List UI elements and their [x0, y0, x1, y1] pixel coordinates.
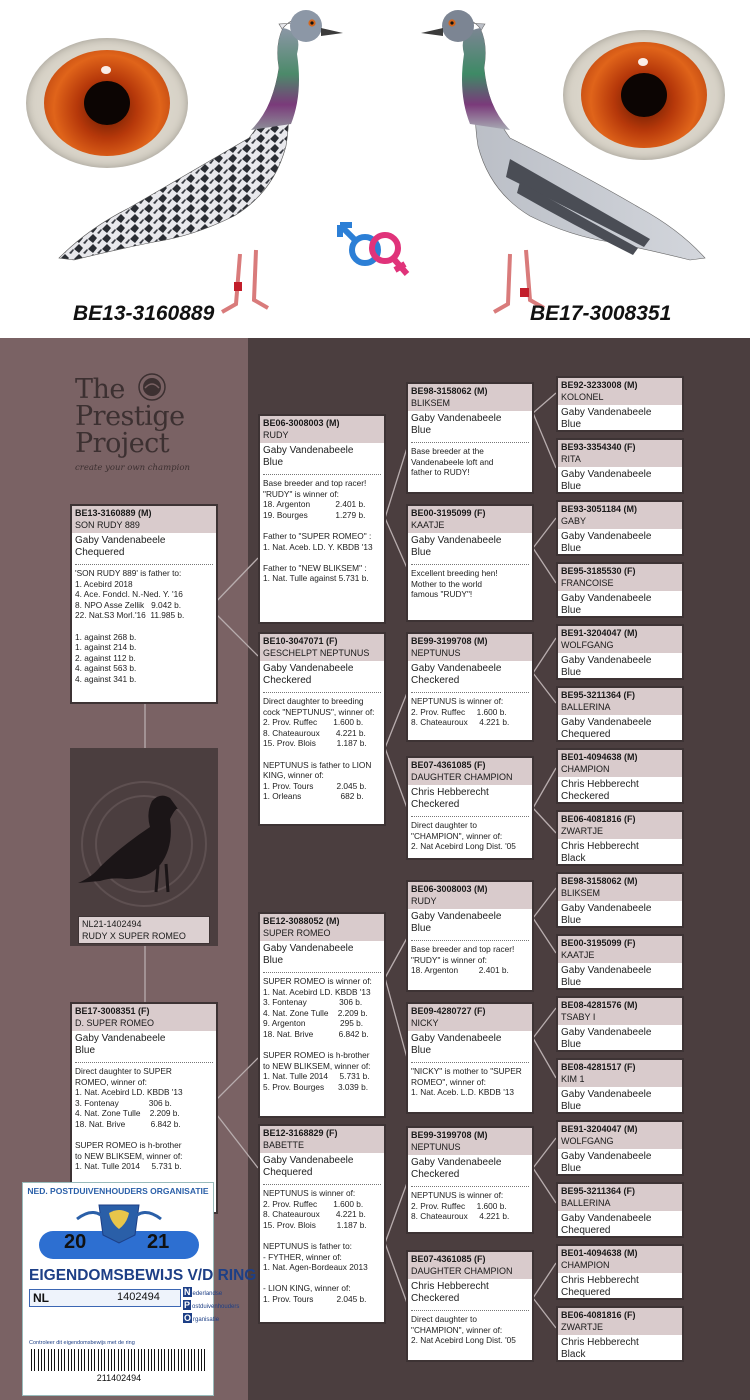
subject-ring: NL21-1402494: [82, 919, 142, 929]
male-female-symbol-icon: [335, 218, 417, 284]
cert-organisation: NED. POSTDUIVENHOUDERS ORGANISATIE: [27, 1186, 209, 1196]
photo-header: [0, 0, 750, 338]
dam-card: BE17-3008351 (F) D. SUPER ROMEO Gaby Vandenabeele Blue Direct daughter to SUPER ROMEO, winner of: 1. Nat. Acebird LD. KBDB '13 3. Fontenay 306 b. 4. Nat. Zone Tulle 2.209 b. 18. Nat. Brive 6.842 b. SUPER ROMEO is h-brother to NEW BLIKSEM, winner of: 1. Nat. Tulle 2014 5.731 b.: [70, 1002, 218, 1214]
granddam-card: BE10-3047071 (F) GESCHELPT NEPTUNUS Gaby Vandenabeele Checkered Direct daughter to breeding cock "NEPTUNUS", winner of: 2. Prov. Ruffec 1.600 b. 8. Chateauroux 4.221 b. 15. Prov. Blois 1.187 b. NEPTUNUS is father to LION KING, winner of: 1. Prov. Tours 2.045 b. 1. Orleans 682 b.: [258, 632, 386, 826]
grandsire-card: BE06-3008003 (M) RUDY Gaby Vandenabeele Blue Base breeder and top racer! "RUDY" is winner of: 18. Argenton 2.401 b. 19. Bourges 1.279 b. Father to "SUPER ROMEO" : 1. Nat. Aceb. LD. Y. KBDB '13 Father to "NEW BLIKSEM" : 1. Nat. Tulle against 5.731 b.: [258, 414, 386, 624]
ancestor-card: BE95-3185530 (F) FRANCOISE Gaby Vandenabeele Blue: [556, 562, 684, 618]
dam-pigeon-image: [400, 4, 705, 320]
great-grandparent-card: BE09-4280727 (F) NICKY Gaby Vandenabeele Blue "NICKY" is mother to "SUPER ROMEO", winner of: 1. Nat. Aceb. L.D. KBDB '13: [406, 1002, 534, 1114]
ancestor-card: BE00-3195099 (F) KAATJE Gaby Vandenabeele Blue: [556, 934, 684, 990]
subject-pairing: RUDY X SUPER ROMEO: [82, 931, 186, 941]
ancestor-card: BE93-3354340 (F) RITA Gaby Vandenabeele Blue: [556, 438, 684, 494]
dam-ring-number: BE17-3008351: [530, 302, 672, 325]
great-grandparent-card: BE99-3199708 (M) NEPTUNUS Gaby Vandenabeele Checkered NEPTUNUS is winner of: 2. Prov. Ruffec 1.600 b. 8. Chateauroux 4.221 b.: [406, 632, 534, 742]
ancestor-card: BE08-4281517 (F) KIM 1 Gaby Vandenabeele Blue: [556, 1058, 684, 1114]
logo-seal-icon: [137, 372, 167, 402]
ancestor-card: BE98-3158062 (M) BLIKSEM Gaby Vandenabeele Blue: [556, 872, 684, 928]
grandsire-dam-side-card: BE12-3088052 (M) SUPER ROMEO Gaby Vandenabeele Blue SUPER ROMEO is winner of: 1. Nat. Acebird LD. KBDB '13 3. Fontenay 306 b. 4. Nat. Zone Tulle 2.209 b. 9. Argenton 295 b. 18. Nat. Brive 6.842 b. SUPER ROMEO is h-brother to NEW BLIKSEM, winner of: 1. Nat. Tulle 2014 5.731 b. 5. Prov. Bourges 3.039 b.: [258, 912, 386, 1118]
barcode-icon: [31, 1349, 207, 1371]
ancestor-card: BE92-3233008 (M) KOLONEL Gaby Vandenabeele Blue: [556, 376, 684, 432]
cert-control-text: Controleer dit eigendomsbewijs met de ring: [29, 1340, 135, 1346]
great-grandparent-card: BE98-3158062 (M) BLIKSEM Gaby Vandenabeele Blue Base breeder at the Vandenabeele loft and father to RUDY!: [406, 382, 534, 494]
ancestor-card: BE91-3204047 (M) WOLFGANG Gaby Vandenabeele Blue: [556, 624, 684, 680]
ancestor-card: BE93-3051184 (M) GABY Gaby Vandenabeele Blue: [556, 500, 684, 556]
ancestor-card: BE06-4081816 (F) ZWARTJE Chris Hebberecht Black: [556, 1306, 684, 1362]
cert-country-code: NL: [33, 1291, 49, 1305]
great-grandparent-card: BE07-4361085 (F) DAUGHTER CHAMPION Chris Hebberecht Checkered Direct daughter to "CHAMPION", winner of: 2. Nat Acebird Long Dist. '05: [406, 756, 534, 860]
ancestor-card: BE95-3211364 (F) BALLERINA Gaby Vandenabeele Chequered: [556, 1182, 684, 1238]
cert-year-right: 21: [147, 1231, 170, 1253]
sire-pigeon-image: [60, 4, 360, 320]
granddam-dam-side-card: BE12-3168829 (F) BABETTE Gaby Vandenabeele Chequered NEPTUNUS is winner of: 2. Prov. Ruffec 1.600 b. 8. Chateauroux 4.221 b. 15. Prov. Blois 1.187 b. NEPTUNUS is father to: - FYTHER, winner of: 1. Nat. Agen-Bordeaux 2013 - LION KING, winner of: 1. Prov. Tours 2.045 b.: [258, 1124, 386, 1324]
logo-line-1: The: [75, 374, 125, 405]
cert-year-left: 20: [64, 1231, 87, 1253]
sire-ring-number: BE13-3160889: [73, 302, 215, 325]
great-grandparent-card: BE06-3008003 (M) RUDY Gaby Vandenabeele Blue Base breeder and top racer! "RUDY" is winner of: 18. Argenton 2.401 b.: [406, 880, 534, 992]
cert-title: EIGENDOMSBEWIJS V/D RING: [29, 1267, 257, 1284]
ownership-certificate: [22, 1182, 257, 1396]
great-grandparent-card: BE99-3199708 (M) NEPTUNUS Gaby Vandenabeele Checkered NEPTUNUS is winner of: 2. Prov. Ruffec 1.600 b. 8. Chateauroux 4.221 b.: [406, 1126, 534, 1234]
ancestor-card: BE08-4281576 (M) TSABY I Gaby Vandenabeele Blue: [556, 996, 684, 1052]
cert-barcode-number: 211402494: [96, 1373, 142, 1383]
cert-npo-letters: N ederlandse P ostduivenhouders O rganisatie: [184, 1287, 240, 1323]
logo-line-2: Prestige: [75, 401, 185, 432]
ancestor-card: BE01-4094638 (M) CHAMPION Chris Hebberecht Chequered: [556, 1244, 684, 1300]
cert-ring-number: 1402494: [117, 1291, 160, 1303]
logo-tagline: create your own champion: [75, 463, 190, 473]
ancestor-card: BE91-3204047 (M) WOLFGANG Gaby Vandenabeele Blue: [556, 1120, 684, 1176]
ancestor-card: BE06-4081816 (F) ZWARTJE Chris Hebberecht Black: [556, 810, 684, 866]
ancestor-card: BE01-4094638 (M) CHAMPION Chris Hebberecht Checkered: [556, 748, 684, 804]
sire-card: BE13-3160889 (M) SON RUDY 889 Gaby Vandenabeele Chequered 'SON RUDY 889' is father to: 1. Acebird 2018 4. Ace. Fondcl. N.-Ned. Y. '16 8. NPO Asse Zellik 9.042 b. 22. Nat.S3 Morl.'16 11.985 b. 1. against 268 b. 1. against 214 b. 2. against 112 b. 4. against 563 b. 4. against 341 b.: [70, 504, 218, 704]
logo-line-3: Project: [75, 428, 170, 459]
prestige-project-logo: [75, 376, 235, 488]
great-grandparent-card: BE07-4361085 (F) DAUGHTER CHAMPION Chris Hebberecht Checkered Direct daughter to "CHAMPION", winner of: 2. Nat Acebird Long Dist. '05: [406, 1250, 534, 1362]
subject-label: [78, 916, 210, 944]
great-grandparent-card: BE00-3195099 (F) KAATJE Gaby Vandenabeele Blue Excellent breeding hen! Mother to the world famous "RUDY"!: [406, 504, 534, 622]
ancestor-card: BE95-3211364 (F) BALLERINA Gaby Vandenabeele Chequered: [556, 686, 684, 742]
